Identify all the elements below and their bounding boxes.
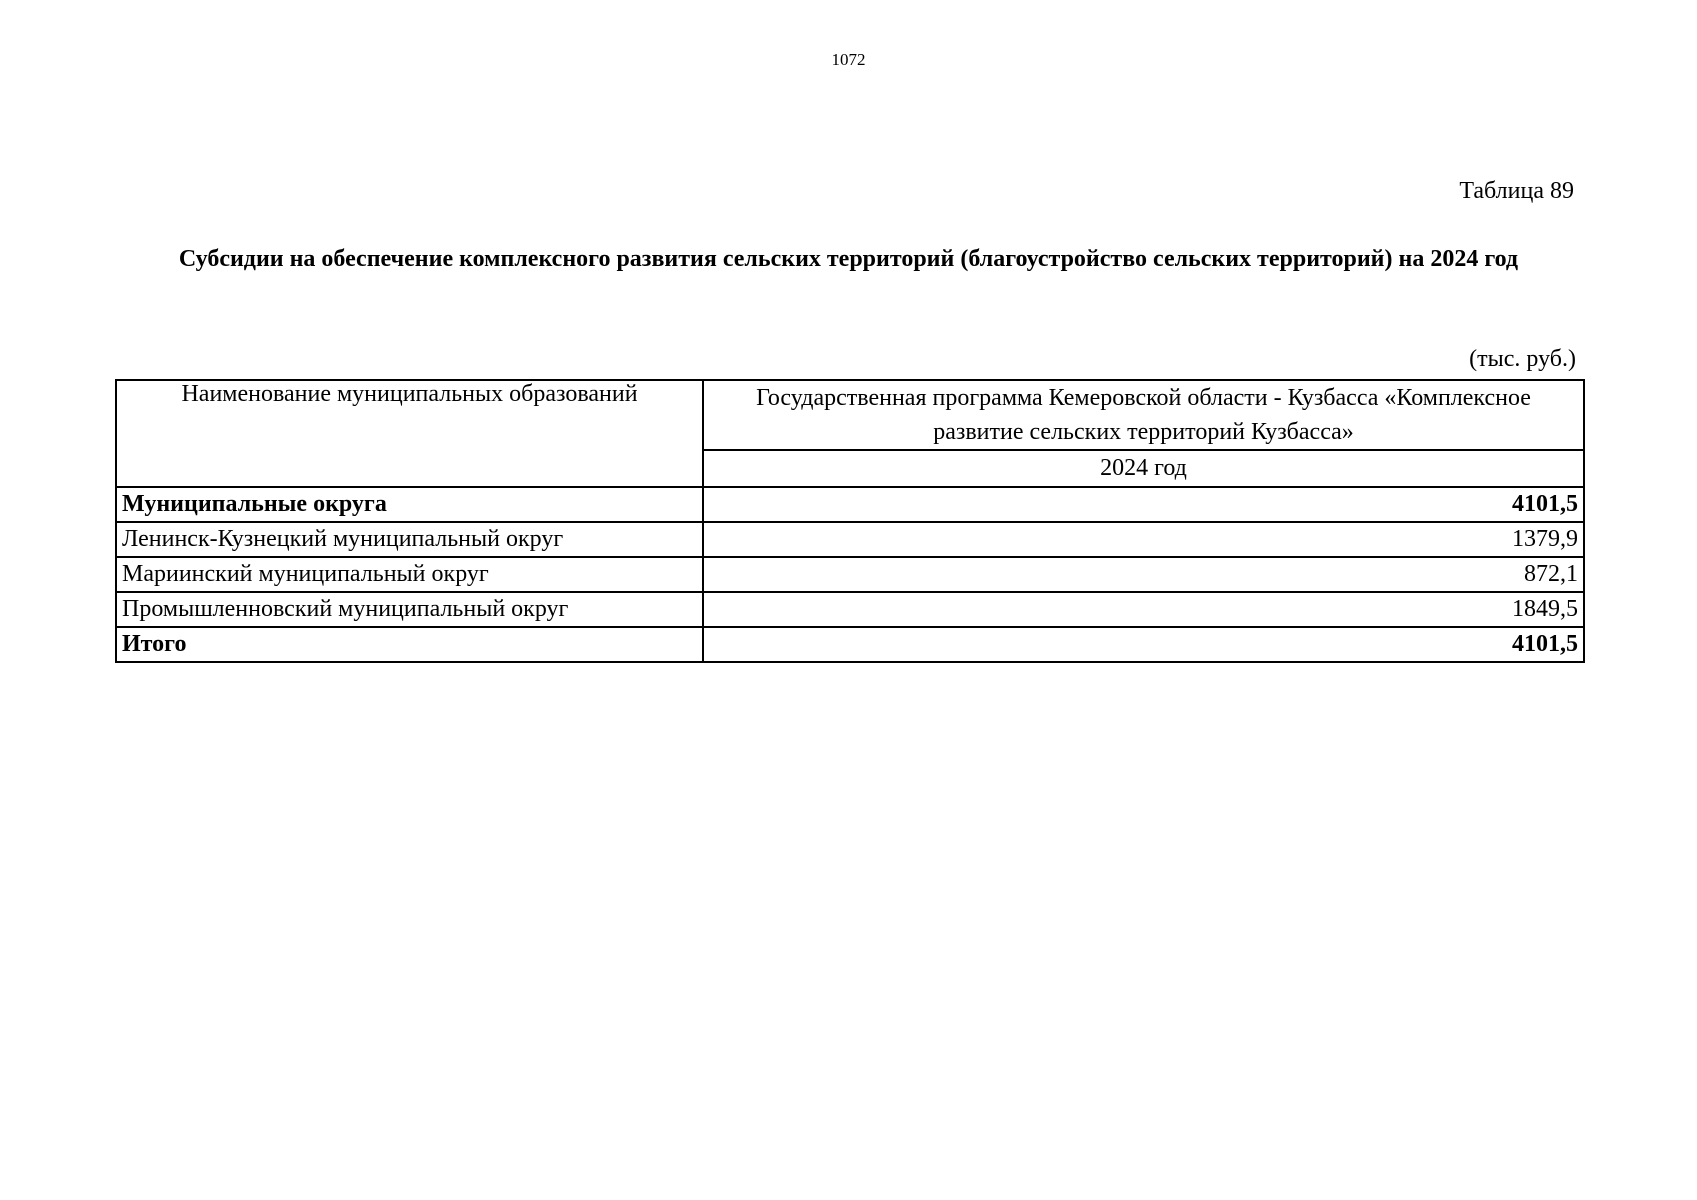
- row-municipality-name: Итого: [116, 627, 703, 662]
- document-title: Субсидии на обеспечение комплексного развития сельских территорий (благоустройство сельских территорий) на 2024 год: [178, 246, 1519, 272]
- row-subsidy-value: 1849,5: [703, 592, 1584, 627]
- row-municipality-name: Ленинск-Кузнецкий муниципальный округ: [116, 522, 703, 557]
- row-municipality-name: Промышленновский муниципальный округ: [116, 592, 703, 627]
- table-body: [116, 487, 1584, 662]
- header-program-name: Государственная программа Кемеровской области - Кузбасса «Комплексное развитие сельских территорий Кузбасса»: [703, 380, 1584, 450]
- row-municipality-name: Мариинский муниципальный округ: [116, 557, 703, 592]
- row-subsidy-value: 4101,5: [703, 627, 1584, 662]
- units-label: (тыс. руб.): [1469, 346, 1576, 372]
- table-row: [116, 522, 1584, 557]
- subsidy-table: [115, 379, 1585, 663]
- table-row: [116, 592, 1584, 627]
- row-subsidy-value: 1379,9: [703, 522, 1584, 557]
- table-label: Таблица 89: [1459, 178, 1574, 204]
- table-row: [116, 487, 1584, 522]
- row-subsidy-value: 872,1: [703, 557, 1584, 592]
- table-header-row: [116, 380, 1584, 450]
- row-subsidy-value: 4101,5: [703, 487, 1584, 522]
- table-row: [116, 557, 1584, 592]
- header-year: 2024 год: [703, 450, 1584, 487]
- page-number: 1072: [831, 50, 866, 69]
- table-row: [116, 627, 1584, 662]
- row-municipality-name: Муниципальные округа: [116, 487, 703, 522]
- header-municipality-name: Наименование муниципальных образований: [116, 380, 703, 487]
